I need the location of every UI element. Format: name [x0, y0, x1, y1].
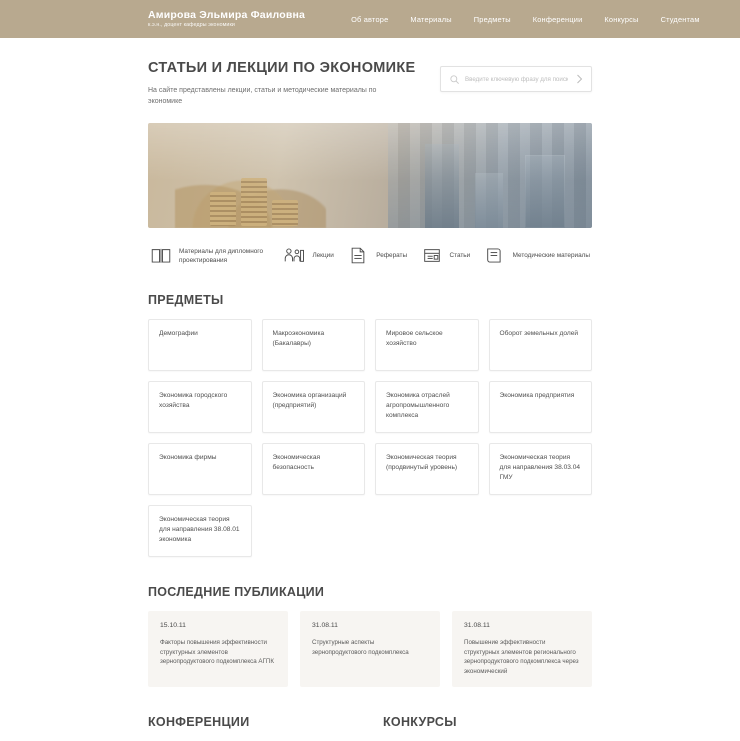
bottom-sections — [148, 693, 592, 741]
publication-title: Повышение эффективности структурных элементов регионального зернопродуктового подкомплекса через экономический — [464, 639, 579, 675]
banner-coin-stack-1 — [210, 192, 236, 226]
nav-item-contests[interactable]: Конкурсы — [604, 14, 639, 24]
banner-coin-stack-3 — [272, 200, 298, 226]
hero-text — [148, 60, 416, 107]
brand-subtitle: к.э.н., доцент кафедры экономики — [148, 22, 235, 28]
hero-banner-image — [148, 123, 592, 228]
publication-date: 31.08.11 — [464, 622, 490, 629]
category-method-materials[interactable] — [484, 246, 590, 265]
subject-card[interactable]: Экономика городского хозяйства — [148, 381, 252, 433]
publications-grid — [148, 611, 592, 687]
category-label: Статьи — [449, 252, 471, 259]
nav-item-about[interactable]: Об авторе — [351, 14, 389, 24]
page-subtitle: На сайте представлены лекции, статьи и методические материалы по экономике — [148, 87, 377, 105]
publication-date: 31.08.11 — [312, 622, 338, 629]
category-essays[interactable] — [347, 246, 407, 265]
banner-building-2 — [475, 173, 503, 228]
publication-card[interactable] — [148, 611, 288, 687]
subject-card[interactable]: Оборот земельных долей — [489, 319, 593, 371]
nav-item-materials[interactable]: Материалы — [410, 14, 452, 24]
chevron-right-icon[interactable] — [573, 73, 585, 85]
subject-card[interactable]: Демографии — [148, 319, 252, 371]
subject-card[interactable]: Экономическая теория для направления 38.03.04 ГМУ — [489, 443, 593, 495]
lecture-icon — [283, 246, 305, 265]
banner-building-3 — [425, 144, 459, 228]
subject-card[interactable]: Экономика организаций (предприятий) — [262, 381, 366, 433]
search-icon — [449, 74, 460, 85]
category-articles[interactable] — [421, 246, 471, 265]
subject-card[interactable]: Мировое сельское хозяйство — [375, 319, 479, 371]
banner-building-1 — [525, 155, 565, 229]
banner-coin-stack-2 — [241, 178, 267, 226]
nav-item-students[interactable]: Студентам — [660, 14, 700, 24]
article-icon — [421, 246, 443, 265]
category-label: Методические материалы — [512, 252, 590, 259]
category-row — [148, 246, 592, 265]
main-nav — [351, 15, 700, 24]
subject-card[interactable]: Экономика предприятия — [489, 381, 593, 433]
subjects-heading: ПРЕДМЕТЫ — [148, 293, 224, 307]
subject-card[interactable]: Макроэкономика (Бакалавры) — [262, 319, 366, 371]
brand[interactable] — [148, 9, 305, 29]
brand-name: Амирова Эльмира Фаиловна — [148, 9, 306, 21]
subject-card[interactable]: Экономика фирмы — [148, 443, 252, 495]
subjects-grid — [148, 319, 592, 557]
category-lectures[interactable] — [283, 246, 333, 265]
publication-date: 15.10.11 — [160, 622, 186, 629]
publication-title: Факторы повышения эффективности структурных элементов зернопродуктового подкомплекса АГПК — [160, 639, 274, 665]
category-label: Рефераты — [376, 252, 408, 259]
publications-heading: ПОСЛЕДНИЕ ПУБЛИКАЦИИ — [148, 585, 325, 599]
site-header — [0, 0, 740, 38]
subject-card[interactable]: Экономика отраслей агропромышленного комплекса — [375, 381, 479, 433]
publication-title: Структурные аспекты зернопродуктового подкомплекса — [312, 639, 409, 656]
subject-card[interactable]: Экономическая теория (продвинутый уровень) — [375, 443, 479, 495]
publication-card[interactable] — [452, 611, 592, 687]
document-icon — [347, 246, 369, 265]
category-label: Лекции — [312, 252, 334, 259]
subject-card[interactable]: Экономическая теория для направления 38.08.01 экономика — [148, 505, 252, 557]
category-diploma-materials[interactable] — [150, 246, 270, 265]
nav-item-conferences[interactable]: Конференции — [532, 14, 583, 24]
nav-item-subjects[interactable]: Предметы — [473, 14, 511, 24]
conferences-heading: КОНФЕРЕНЦИИ — [148, 715, 250, 729]
book-icon — [150, 246, 172, 265]
notebook-icon — [484, 246, 506, 265]
hero-row — [148, 38, 592, 107]
content-wrap — [0, 38, 740, 741]
subject-card[interactable]: Экономическая безопасность — [262, 443, 366, 495]
category-label: Материалы для дипломного проектирования — [179, 247, 264, 264]
contests-heading: КОНКУРСЫ — [383, 715, 457, 729]
search-input[interactable] — [460, 76, 573, 83]
publication-card[interactable] — [300, 611, 440, 687]
search-box[interactable] — [440, 66, 592, 92]
page-title: СТАТЬИ И ЛЕКЦИИ ПО ЭКОНОМИКЕ — [148, 60, 416, 76]
